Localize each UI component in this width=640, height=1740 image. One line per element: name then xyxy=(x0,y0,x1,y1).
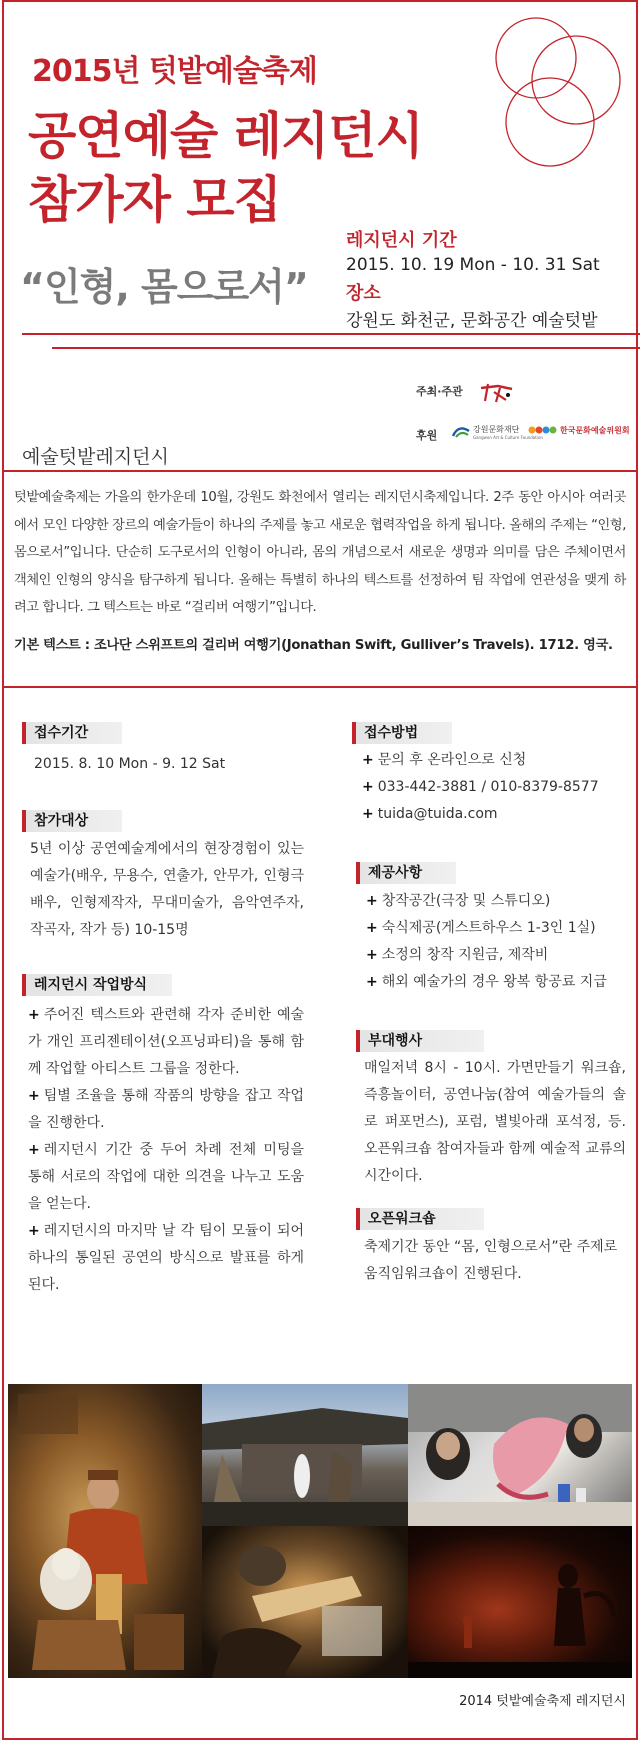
host-label: 주최·주관 xyxy=(416,385,463,398)
provided-list xyxy=(366,888,636,996)
list-item: + 레지던시의 마지막 날 각 팀이 모듈이 되어 하나의 통일된 공연의 방식으로 발표를 하게 된다. xyxy=(28,1223,304,1293)
intro-paragraph: 텃밭예술축제는 가을의 한가운데 10월, 강원도 화천에서 열리는 레지던시축제입니다. 2주 동안 아시아 여러곳에서 모인 다양한 장르의 예술가들이 하나의 주제를 놓고 새로운 협력작업을 하게 됩니다. 올해의 주제는 “인형, 몸으로서”입니다. 단순히 도구로서의 인형이 아니라, 몸의 개념으로서 새로운 생명과 의미를 담은 주체이면서 객체인 인형의 양식을 탐구하게 됩니다. 올해는 특별히 하나의 텍스트를 선정하여 팀 작업에 연관성을 맺게 하려고 합니다. 그 텍스트는 바로 “걸리버 여행기”입니다. xyxy=(14,490,626,615)
intro-bottom-rule xyxy=(4,686,636,688)
main-title-line2: 참가자 모집 xyxy=(28,171,281,229)
photo-shadow-show xyxy=(408,1526,632,1678)
photo-collage xyxy=(8,1384,632,1678)
section-title-open-workshop: 오픈워크숍 xyxy=(356,1208,484,1230)
section-title-provided: 제공사항 xyxy=(356,862,456,884)
list-item: + 문의 후 온라인으로 신청 xyxy=(362,752,527,768)
section-title-side-events: 부대행사 xyxy=(356,1030,484,1052)
period-value: 2015. 10. 19 Mon - 10. 31 Sat xyxy=(346,255,600,275)
decorative-circles xyxy=(478,10,628,170)
open-workshop-body: 축제기간 동안 “몸, 인형으로서”란 주제로 움직임워크숍이 진행된다. xyxy=(364,1239,618,1282)
tuida-logo-icon xyxy=(478,380,514,404)
section-title-reception-period: 접수기간 xyxy=(22,722,122,744)
list-item: + 소정의 창작 지원금, 제작비 xyxy=(366,947,549,963)
arko-logo: 한국문화예술위원회 xyxy=(528,424,630,436)
main-title-line1: 공연예술 레지던시 xyxy=(28,107,423,165)
section-title-working-method: 레지던시 작업방식 xyxy=(22,974,172,996)
working-method-list xyxy=(28,1002,304,1299)
base-text-line: 기본 텍스트 : 조나단 스위프트의 걸리버 여행기(Jonathan Swift, Gulliver’s Travels). 1712. 영국. xyxy=(14,638,613,653)
sponsor-label: 후원 xyxy=(416,429,438,442)
section-title-eligibility: 참가대상 xyxy=(22,810,122,832)
period-label: 레지던시 기간 xyxy=(346,230,457,251)
list-item: + 해외 예술가의 경우 왕복 항공료 지급 xyxy=(366,974,607,990)
photo-carving xyxy=(202,1526,408,1678)
place-value: 강원도 화천군, 문화공간 예술텃밭 xyxy=(346,311,598,331)
festival-year-title: 2015년 텃밭예술축제 xyxy=(32,54,317,89)
photo-caption: 2014 텃밭예술축제 레지던시 xyxy=(459,1694,626,1709)
gangwon-foundation-logo: 강원문화재단 Gangwon Art & Culture Foundation xyxy=(452,424,543,440)
eligibility-body: 5년 이상 공연예술계에서의 현장경험이 있는 예술가(배우, 무용수, 연출가, 안무가, 인형극배우, 인형제작자, 무대미술가, 음악연주자, 작곡자, 작가 등) 10-15명 xyxy=(30,841,304,938)
gangwon-foundation-icon xyxy=(452,425,470,439)
residency-rule xyxy=(4,470,636,472)
email-link[interactable]: + tuida@tuida.com xyxy=(362,806,498,822)
photo-outdoor-performance xyxy=(202,1384,408,1526)
list-item: + 레지던시 기간 중 두어 차례 전체 미팅을 통해 서로의 작업에 대한 의견을 나누고 도움을 얻는다. xyxy=(28,1142,304,1212)
section-title-how-to-apply: 접수방법 xyxy=(352,722,452,744)
arko-dots-icon xyxy=(528,424,558,436)
theme-quote: “인형, 몸으로서” xyxy=(20,265,308,309)
poster-header xyxy=(0,0,640,370)
list-item: + 팀별 조율을 통해 작품의 방향을 잡고 작업을 진행한다. xyxy=(28,1088,304,1131)
photo-puppet-workshop xyxy=(408,1384,632,1526)
list-item: + 창작공간(극장 및 스튜디오) xyxy=(366,893,551,909)
how-to-apply-list xyxy=(362,747,632,828)
list-item: + 033-442-3881 / 010-8379-8577 xyxy=(362,779,599,795)
residency-title: 예술텃밭레지던시 xyxy=(22,446,169,468)
side-events-body: 매일저녁 8시 - 10시. 가면만들기 워크숍, 즉흥놀이터, 공연나눔(참여 예술가들의 솔로 퍼포먼스), 포럼, 별빛아래 포석정, 등. 오픈워크숍 참여자들과 함께 예술적 교류의 시간이다. xyxy=(364,1060,626,1184)
photo-puppet-maker xyxy=(8,1384,202,1678)
list-item: + 숙식제공(게스트하우스 1-3인 1실) xyxy=(366,920,596,936)
place-label: 장소 xyxy=(346,283,381,304)
header-rule-2 xyxy=(52,347,640,349)
header-rule-1 xyxy=(22,333,640,335)
reception-period-body: 2015. 8. 10 Mon - 9. 12 Sat xyxy=(34,756,226,772)
list-item: + 주어진 텍스트와 관련해 각자 준비한 예술가 개인 프리젠테이션(오프닝파티)을 통해 함께 작업할 아티스트 그룹을 정한다. xyxy=(28,1007,304,1077)
